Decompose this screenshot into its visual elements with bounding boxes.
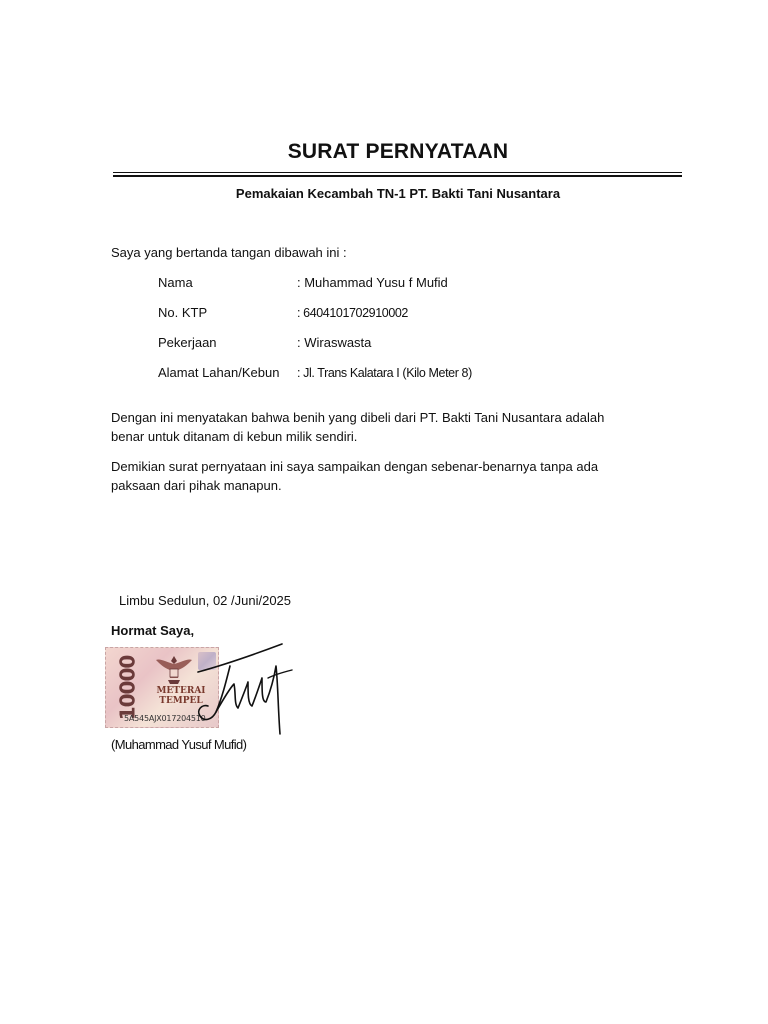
field-row-nama <box>158 275 448 290</box>
statement-line-1: Dengan ini menyatakan bahwa benih yang dibeli dari PT. Bakti Tani Nusantara adalah <box>111 410 605 425</box>
stamp-label: METERAI TEMPEL <box>156 686 206 706</box>
closing-paragraph <box>111 457 671 495</box>
signer-name: (Muhammad Yusuf Mufid) <box>111 737 247 752</box>
closing-salutation: Hormat Saya, <box>111 623 195 638</box>
field-value: : 6404101702910002 <box>297 306 408 320</box>
field-row-alamat <box>158 365 472 380</box>
handwritten-signature <box>190 638 300 738</box>
stamp-serial: 5A545AJX017204510 <box>124 714 206 723</box>
page-title: SURAT PERNYATAAN <box>287 140 509 163</box>
title-rule-thin <box>113 172 682 173</box>
field-label: No. KTP <box>158 305 208 320</box>
field-label: Pekerjaan <box>158 335 217 350</box>
closing-line-2: paksaan dari pihak manapun. <box>111 478 282 493</box>
statement-line-2: benar untuk ditanam di kebun milik sendiri. <box>111 429 358 444</box>
field-value: : Wiraswasta <box>297 335 372 350</box>
place-date: Limbu Sedulun, 02 /Juni/2025 <box>119 593 292 608</box>
field-row-pekerjaan <box>158 335 371 350</box>
stamp-denomination: 10000 <box>115 655 139 721</box>
statement-paragraph <box>111 408 671 446</box>
garuda-emblem-icon <box>154 652 194 688</box>
intro-text: Saya yang bertanda tangan dibawah ini : <box>111 245 347 260</box>
field-label: Alamat Lahan/Kebun <box>158 365 280 380</box>
field-row-ktp <box>158 305 408 320</box>
page-subtitle: Pemakaian Kecambah TN-1 PT. Bakti Tani Nusantara <box>235 186 561 201</box>
closing-line-1: Demikian surat pernyataan ini saya sampaikan dengan sebenar-benarnya tanpa ada <box>111 459 599 474</box>
field-value: : Jl. Trans Kalatara I (Kilo Meter 8) <box>297 366 472 380</box>
field-value: : Muhammad Yusu f Mufid <box>297 275 448 290</box>
field-label: Nama <box>158 275 193 290</box>
title-rule-thick <box>113 175 682 177</box>
